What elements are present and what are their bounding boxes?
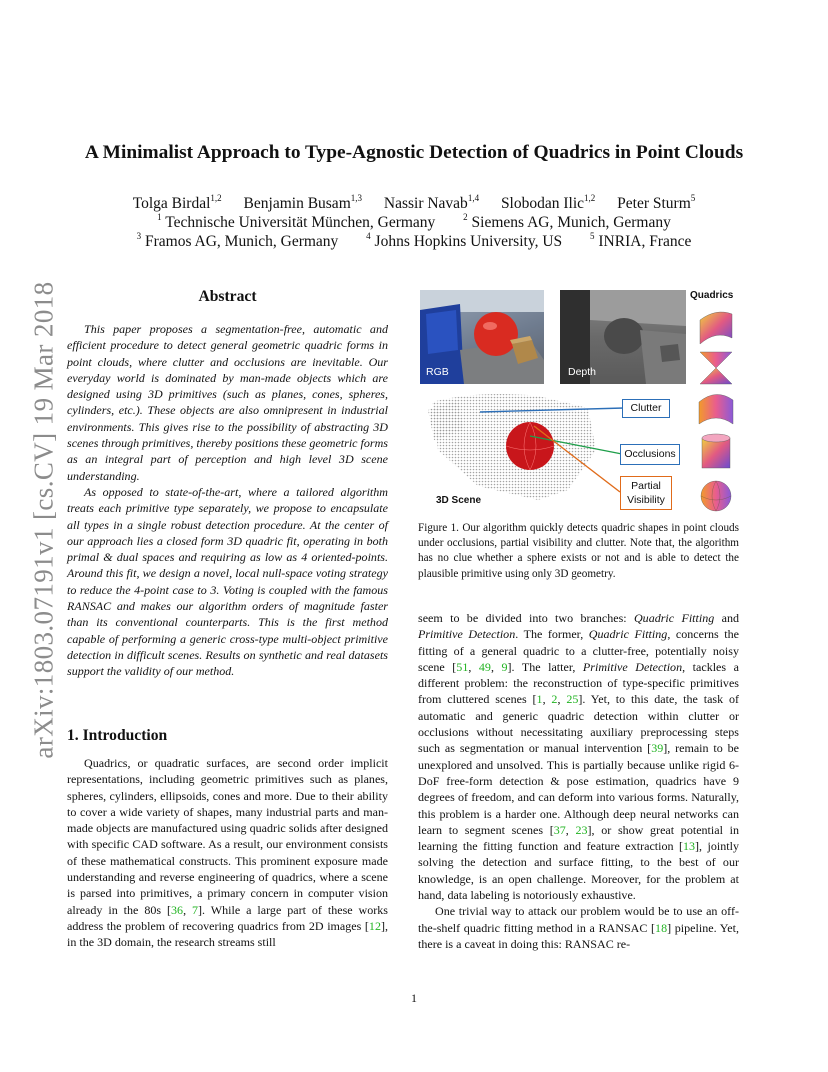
rgb-label: RGB — [426, 366, 449, 378]
callout-line: Visibility — [627, 494, 665, 506]
clutter-callout: Clutter — [622, 399, 670, 418]
citation-link[interactable]: 7 — [192, 902, 199, 917]
citation-link[interactable]: 23 — [575, 822, 588, 837]
citation-link[interactable]: 36 — [171, 902, 184, 917]
author-list — [0, 195, 828, 213]
affiliation: $^3$ Framos AG, Munich, Germany — [136, 231, 339, 250]
affiliation: $^4$ Johns Hopkins University, US — [366, 231, 563, 250]
citation-link[interactable]: 39 — [651, 741, 664, 756]
author: Slobodan Ilic$^{1,2}$ — [500, 193, 596, 212]
citation-link[interactable]: 25 — [566, 692, 579, 707]
occlusions-callout: Occlusions — [620, 444, 680, 465]
partial-visibility-arrow — [534, 426, 620, 492]
affiliation: $^1$ Technische Universität München, Germany — [157, 212, 436, 231]
author: Peter Sturm$^5$ — [617, 193, 696, 212]
figure-1 — [418, 286, 740, 516]
affiliation: $^2$ Siemens AG, Munich, Germany — [463, 212, 671, 231]
author: Tolga Birdal$^{1,2}$ — [132, 193, 222, 212]
body-paragraph: Quadrics, or quadratic surfaces, are second order implicit representations, including geometric primitives such as planes, spheres, cylinders, ellipsoids, cones and more. Due to their ability to cover a wide variety of shapes, many industrial parts and man-made objects are manufactured using quadric solids after designed with specific CAD software. As a result, our environment consists of these mathematical constructs. This prominent exposure made understanding and reverse engineering of quadrics, where a scene is parsed into primitives, a primary concern in computer vision already in the 80s [36, 7]. While a large part of these works address the problem of recovering quadrics from 2D images [12], in the 3D domain, the research streams still — [67, 756, 388, 950]
paper-title: A Minimalist Approach to Type-Agnostic Detection of Quadrics in Point Clouds — [84, 142, 744, 163]
arxiv-stamp: arXiv:1803.07191v1 [cs.CV] 19 Mar 2018 — [28, 281, 59, 759]
scene-label: 3D Scene — [436, 495, 482, 506]
citation-link[interactable]: 37 — [553, 822, 566, 837]
callout-line: Partial — [631, 480, 661, 492]
abstract-heading: Abstract — [198, 288, 257, 305]
intro-left-column — [67, 755, 388, 951]
abstract-paragraph: This paper proposes a segmentation-free, automatic and efficient procedure to detect general geometric quadric forms in point clouds, where clutter and occlusions are inevitable. Our everyday world is dominated by man-made objects which are designed using 3D primitives (such as planes, cones, spheres, cylinders, etc.). These objects are also omnipresent in industrial environments. This gives rise to the possibility of abstracting 3D scenes through primitives, thereby positions these geometric forms as an integral part of perception and high level 3D scene understanding. — [67, 322, 388, 483]
depth-label: Depth — [568, 366, 597, 378]
callout-arrows — [418, 286, 740, 516]
section-heading-introduction: 1. Introduction — [67, 727, 168, 744]
citation-link[interactable]: 18 — [655, 920, 668, 935]
author: Benjamin Busam$^{1,3}$ — [243, 193, 362, 212]
citation-link[interactable]: 1 — [536, 692, 543, 707]
figure-1-caption: Figure 1. Our algorithm quickly detects quadric shapes in point clouds under occlusions, partial visibility and clutter. Note that, the algorithm has no clue whether a sphere exists or not and is able to detect the plausible primitive using only 3D geometry. — [418, 522, 739, 580]
occlusions-arrow — [530, 436, 622, 454]
citation-link[interactable]: 2 — [551, 692, 558, 707]
body-paragraph: seem to be divided into two branches: Quadric Fitting and Primitive Detection. The former, Quadric Fitting, concerns the fitting of a general quadric to a clutter-free, potentially noisy scene [51, 49, 9]. The latter, Primitive Detection, tackles a different problem: the reconstruction of type-specific primitives from cluttered scenes [1, 2, 25]. Yet, to this date, the task of automatic and generic quadric detection within clutter or occlusions without necessitating auxiliary preprocessing steps such as segmentation or manual intervention [39], remain to be unexplored and unsolved. This is partially because unlike rigid 6-DoF free-form detection & pose estimation, quadrics have 9 degrees of freedom, and can deform into various forms. Naturally, this problem is a harder one. Although deep neural networks can learn to segment scenes [37, 23], or show great potential in learning the fitting function and feature extraction [13], jointly solving the detection and surface fitting, to the best of our knowledge, is an open challenge. Moreover, for the problem at hand, data labeling is notoriously exhaustive. — [418, 611, 740, 903]
partial-visibility-callout — [620, 476, 672, 510]
intro-right-column — [418, 610, 739, 952]
affiliations-line-1 — [0, 214, 828, 232]
citation-link[interactable]: 13 — [683, 839, 696, 854]
body-paragraph: One trivial way to attack our problem would be to use an off-the-shelf quadric fitting method in a RANSAC [18] pipeline. Yet, there is a caveat in doing this: RANSAC re- — [418, 904, 739, 951]
citation-link[interactable]: 49 — [478, 659, 491, 674]
citation-link[interactable]: 51 — [456, 659, 469, 674]
page-number: 1 — [411, 991, 417, 1005]
abstract-body — [67, 321, 388, 680]
citation-link[interactable]: 12 — [368, 918, 381, 933]
affiliation: $^5$ INRIA, France — [590, 231, 692, 250]
quadrics-label: Quadrics — [690, 290, 734, 301]
affiliations-line-2 — [0, 233, 828, 251]
abstract-paragraph: As opposed to state-of-the-art, where a tailored algorithm treats each primitive type separately, we propose to encapsulate all types in a single robust detection procedure. At the center of our approach lies a closed form 3D quadric fit, operating in both primal & dual spaces and requiring as low as 4 oriented-points. Around this fit, we design a novel, local null-space voting strategy to reduce the 4-point case to 3. Voting is coupled with the famous RANSAC and makes our algorithm orders of magnitude faster than its conventional counterparts. This is the first method capable of performing a generic cross-type multi-object primitive detection in difficult scenes. Results on synthetic and real datasets support the validity of our method. — [67, 484, 388, 679]
author: Nassir Navab$^{1,4}$ — [383, 193, 480, 212]
citation-link[interactable]: 9 — [501, 659, 508, 674]
clutter-arrow — [480, 408, 624, 412]
